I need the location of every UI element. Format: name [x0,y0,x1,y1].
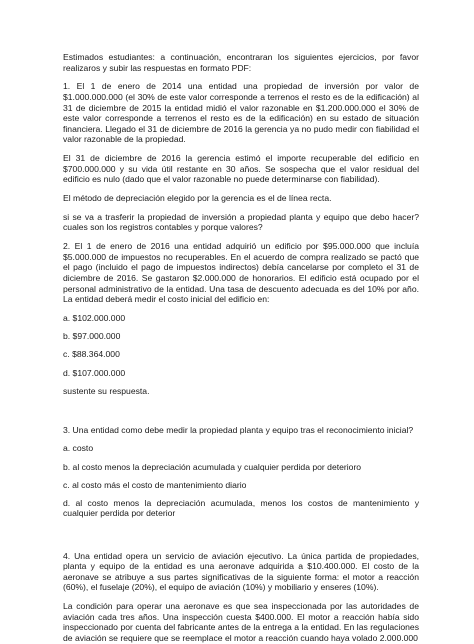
question-4-paragraph: 4. Una entidad opera un servicio de aviación ejecutivo. La única partida de propiedades, planta y equipo de la entidad es una aeronave adquirida a $10.400.000. El costo de la aeronave se atribuye a sus partes significativas de la siguiente forma: el motor a reacción (60%), el fuselaje (20%), el equipo de aviación (10%) y mobiliario y enseres (10%). [63,550,419,593]
question-3-option-b: b. al costo menos la depreciación acumulada y cualquier perdida por deterioro [63,461,362,472]
question-2-option-c: c. $88.364.000 [63,349,120,360]
question-2-option-b: b. $97.000.000 [63,331,121,342]
spacer [63,405,419,425]
question-2-option-a: a. $102.000.000 [63,313,126,323]
question-3-paragraph: 3. Una entidad como debe medir la propiedad planta y equipo tras el reconocimiento inicial? [63,424,414,435]
question-2-support-text: sustente su respuesta. [63,385,150,396]
question-2-option-d: d. $107.000.000 [63,367,126,378]
question-1-estimate-paragraph: El 31 de diciembre de 2016 la gerencia estimó el importe recuperable del edificio en $700.000.000 y su vida útil restante en 30 años. Se sospecha que el valor residual del edificio es nulo (dado que el valor razonable no puede determinarse con fiabilidad). [63,153,419,185]
spacer [63,527,419,551]
question-3-option-c: c. al costo más el costo de mantenimiento diario [63,479,247,490]
question-3-option-d: d. al costo menos la depreciación acumulada, menos los costos de mantenimiento y cualquier perdida por deterior [63,497,419,519]
question-1-method-paragraph: El método de depreciación elegido por la gerencia es el de línea recta. [63,193,332,204]
question-3-option-a: a. costo [63,443,94,454]
question-1-prompt-paragraph: si se va a trasferir la propiedad de inversión a propiedad planta y equipo que debo hacer? cuales son los registros contables y porque valores? [63,211,419,233]
question-1-paragraph: 1. El 1 de enero de 2014 una entidad una propiedad de inversión por valor de $1.000.000.000 (el 30% de este valor corresponde a terrenos el resto es de la edificación) al 31 de diciembre de 2015 la entidad midió el valor razonable en $1.200.000.000 el 30% de este valor corresponde a terrenos el resto es de la edificación) en su estado de situación financiera. Llegado el 31 de diciembre de 2016 la gerencia ya no pudo medir con fiabilidad el valor razonable de la propiedad. [63,81,419,145]
intro-paragraph: Estimados estudiantes: a continuación, encontraran los siguientes ejercicios, por favor realizaros y subir las respuestas en formato PDF: [63,52,419,73]
question-4-inspection-paragraph: La condición para operar una aeronave es que sea inspeccionada por las autoridades de aviación cada tres años. Una inspección cuesta $400.000. El motor a reacción había sido inspeccionado por cuenta del fabricante antes de la entrega a la entidad. En las regulaciones de aviación se requiere que se reemplace el motor a reacción cuando haya volado 2.000.000 [63,601,419,643]
question-2-paragraph: 2. El 1 de enero de 2016 una entidad adquirió un edificio por $95.000.000 que incluía $5.000.000 de impuestos no recuperables. En el acuerdo de compra realizado se pactó que el pago (incluido el pago de impuestos indirectos) debía cancelarse por completo el 31 de diciembre de 2016. Se gastaron $2.000.000 de honorarios. El edificio está ocupado por el personal administrativo de la entidad. Una tasa de descuento adecuada es del 10% por año. La entidad deberá medir el costo inicial del edificio en: [63,241,419,305]
